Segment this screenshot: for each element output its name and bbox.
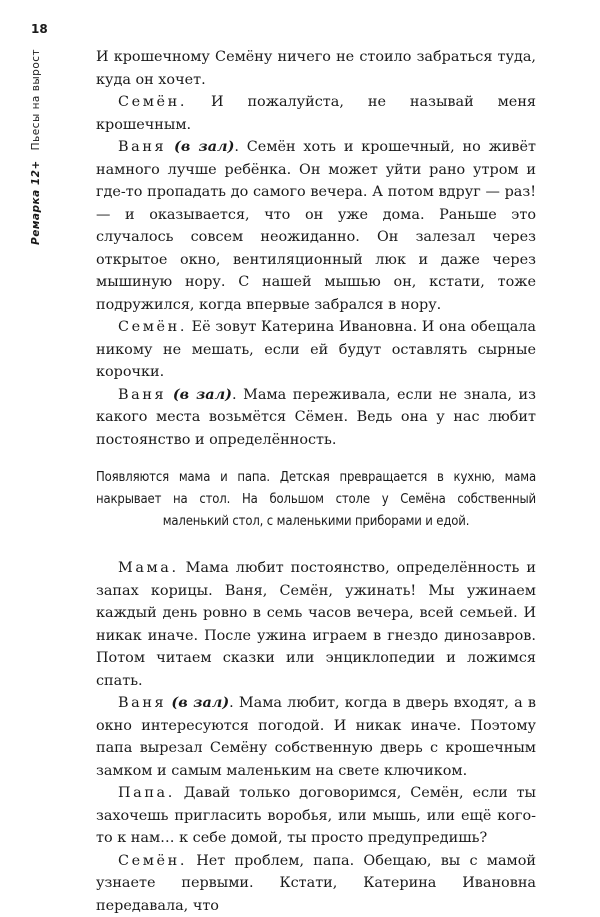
book-title: Пьесы на вырост (30, 49, 42, 151)
dialogue-text: . Мама переживала, если не знала, из какого места возьмётся Сёмен. Ведь она у нас любит постоянство и определённость. (96, 387, 536, 448)
series-name: Ремарка 12+ (30, 160, 42, 245)
dialogue-text: Нет проблем, папа. Обещаю, вы с мамой узнаете первыми. Кстати, Катерина Ивановна передавала, что (96, 853, 536, 914)
speaker-name: Ваня (118, 695, 166, 711)
speaker-name: Ваня (118, 139, 166, 155)
dialogue-text: Мама любит постоянство, определённость и запах корицы. Ваня, Семён, ужинать! Мы ужинаем каждый день ровно в семь часов вечера, всей семьей. И никак иначе. После ужина играем в гнездо динозавров. Потом читаем сказки или энциклопедии и ложимся спать. (96, 560, 536, 689)
dialogue-line (96, 316, 536, 384)
dialogue-text: . Семён хоть и крошечный, но живёт намного лучше ребёнка. Он может уйти рано утром и где-то пропадать до самого вечера. А потом вдруг — раз! — и оказывается, что он уже дома. Раньше это случалось совсем неожиданно. Он залезал через открытое окно, вентиляционный люк и даже через мышиную нору. С нашей мышью он, кстати, тоже подружился, когда впервые забрался в нору. (96, 139, 536, 313)
speaker-name: Семён. (118, 319, 187, 335)
dialogue-line (96, 557, 536, 692)
dialogue-line (96, 136, 536, 316)
dialogue-text: Давай только договоримся, Семён, если ты захочешь пригласить воробья, или мышь, или ещё кого-то к нам… к себе домой, ты просто предупредишь? (96, 785, 536, 846)
dialogue-line (96, 91, 536, 136)
speaker-name: Мама. (118, 560, 179, 576)
narration-paragraph (96, 46, 536, 91)
play-text (96, 46, 536, 917)
dialogue-text: И пожалуйста, не называй меня крошечным. (96, 94, 536, 133)
page-number: 18 (31, 22, 48, 36)
dialogue-text: Её зовут Катерина Ивановна. И она обещала никому не мешать, если ей будут оставлять сырные корочки. (96, 319, 536, 380)
dialogue-line (96, 384, 536, 452)
stage-direction: Появляются мама и папа. Детская превращается в кухню, мама накрывает на стол. На большом столе у Семёна собственный маленький стол, с маленькими приборами и едой. (96, 467, 536, 533)
dialogue-line (96, 782, 536, 850)
dialogue-text: . Мама любит, когда в дверь входят, а в окно интересуются погодой. И никак иначе. Поэтому папа вырезал Семёну собственную дверь с крошечным замком и самым маленьким на свете ключиком. (96, 695, 536, 779)
speaker-name: Семён. (118, 94, 187, 110)
dialogue-line (96, 692, 536, 782)
speaker-name: Семён. (118, 853, 187, 869)
dialogue-line (96, 850, 536, 917)
speaker-name: Папа. (118, 785, 175, 801)
speaker-name: Ваня (118, 387, 166, 403)
running-head (30, 49, 42, 245)
stage-remark: (в зал) (173, 386, 232, 403)
paragraph-text: И крошечному Семёну ничего не стоило забраться туда, куда он хочет. (96, 49, 536, 88)
stage-remark: (в зал) (171, 694, 229, 711)
stage-remark: (в зал) (174, 138, 234, 155)
